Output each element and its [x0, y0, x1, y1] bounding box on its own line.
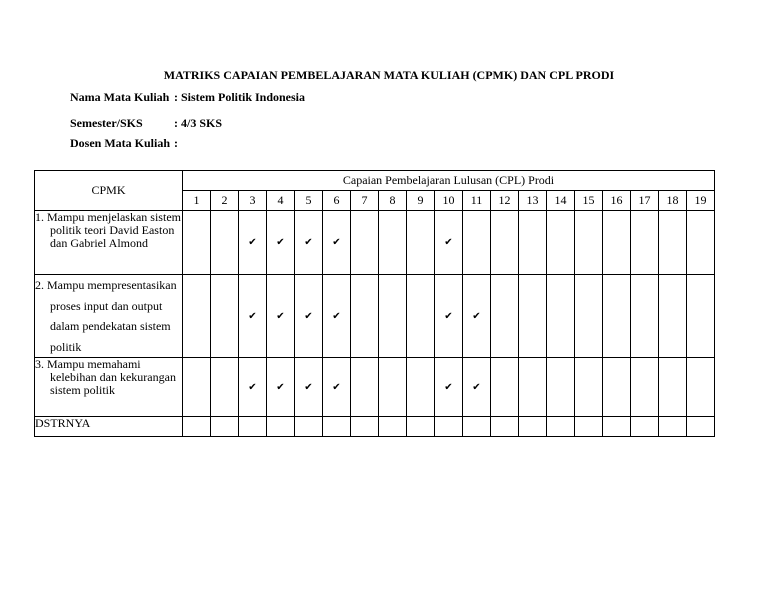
field-semester-value: : 4/3 SKS: [174, 116, 223, 130]
footer-label: DSTRNYA: [35, 417, 183, 437]
matrix-cell: [631, 211, 659, 275]
field-course-name-value: : Sistem Politik Indonesia: [174, 90, 306, 104]
matrix-cell: [575, 417, 603, 437]
matrix-cell: [519, 358, 547, 417]
matrix-cell: [603, 275, 631, 358]
matrix-cell: [519, 275, 547, 358]
matrix-cell: [323, 417, 351, 437]
cpmk-text: 1. Mampu menjelaskan sistem politik teori David Easton dan Gabriel Almond: [35, 210, 181, 250]
cpmk-column-header: CPMK: [35, 171, 183, 211]
matrix-cell: [407, 275, 435, 358]
table-row: [35, 275, 715, 358]
matrix-cell: [183, 211, 211, 275]
cpl-number-18: 18: [659, 191, 687, 211]
matrix-cell: [631, 275, 659, 358]
matrix-cell: [407, 211, 435, 275]
matrix-cell: [687, 275, 715, 358]
matrix-cell: [659, 417, 687, 437]
check-mark-icon: ✔: [267, 358, 295, 417]
matrix-cell: [463, 417, 491, 437]
cpmk-cell: [35, 358, 183, 417]
check-mark-icon: ✔: [295, 358, 323, 417]
cpl-number-7: 7: [351, 191, 379, 211]
field-course-name-label: Nama Mata Kuliah: [70, 90, 170, 104]
matrix-cell: [491, 417, 519, 437]
matrix-cell: [659, 275, 687, 358]
matrix-cell: [211, 275, 239, 358]
matrix-cell: [435, 417, 463, 437]
matrix-cell: [603, 211, 631, 275]
matrix-cell: [463, 211, 491, 275]
matrix-cell: [687, 211, 715, 275]
matrix-cell: [491, 358, 519, 417]
field-lecturer-value: :: [174, 136, 178, 150]
check-mark-icon: ✔: [463, 358, 491, 417]
matrix-cell: [183, 417, 211, 437]
cpl-number-4: 4: [267, 191, 295, 211]
matrix-cell: [407, 417, 435, 437]
cpl-number-12: 12: [491, 191, 519, 211]
matrix-cell: [351, 275, 379, 358]
table-row: [35, 358, 715, 417]
matrix-cell: [575, 275, 603, 358]
check-mark-icon: ✔: [435, 275, 463, 358]
field-lecturer-label: Dosen Mata Kuliah: [70, 136, 171, 150]
check-mark-icon: ✔: [323, 358, 351, 417]
matrix-cell: [603, 358, 631, 417]
matrix-cell: [379, 417, 407, 437]
matrix-cell: [211, 211, 239, 275]
cpl-number-19: 19: [687, 191, 715, 211]
matrix-cell: [491, 211, 519, 275]
cpl-group-header: Capaian Pembelajaran Lulusan (CPL) Prodi: [183, 171, 715, 191]
check-mark-icon: ✔: [239, 211, 267, 275]
cpl-number-5: 5: [295, 191, 323, 211]
matrix-cell: [379, 358, 407, 417]
cpmk-text: 2. Mampu mempresentasikan proses input dan output dalam pendekatan sistem politik: [35, 278, 177, 354]
check-mark-icon: ✔: [267, 211, 295, 275]
check-mark-icon: ✔: [463, 275, 491, 358]
cpmk-cell: [35, 211, 183, 275]
matrix-cell: [379, 275, 407, 358]
matrix-cell: [211, 358, 239, 417]
matrix-cell: [575, 358, 603, 417]
field-semester-label: Semester/SKS: [70, 116, 143, 130]
check-mark-icon: ✔: [435, 211, 463, 275]
cpmk-cpl-matrix: [34, 170, 715, 437]
cpmk-text: 3. Mampu memahami kelebihan dan kekurangan sistem politik: [35, 357, 176, 397]
matrix-cell: [631, 417, 659, 437]
check-mark-icon: ✔: [323, 211, 351, 275]
cpl-number-9: 9: [407, 191, 435, 211]
cpmk-cell: [35, 275, 183, 358]
table-row: [35, 211, 715, 275]
cpl-number-8: 8: [379, 191, 407, 211]
check-mark-icon: ✔: [323, 275, 351, 358]
matrix-cell: [659, 211, 687, 275]
cpl-number-1: 1: [183, 191, 211, 211]
matrix-cell: [239, 417, 267, 437]
matrix-cell: [183, 275, 211, 358]
check-mark-icon: ✔: [295, 275, 323, 358]
check-mark-icon: ✔: [435, 358, 463, 417]
matrix-cell: [547, 211, 575, 275]
matrix-cell: [547, 417, 575, 437]
check-mark-icon: ✔: [239, 358, 267, 417]
document-title: MATRIKS CAPAIAN PEMBELAJARAN MATA KULIAH (CPMK) DAN CPL PRODI: [163, 68, 615, 82]
cpl-number-16: 16: [603, 191, 631, 211]
matrix-cell: [295, 417, 323, 437]
matrix-cell: [603, 417, 631, 437]
cpl-number-14: 14: [547, 191, 575, 211]
matrix-cell: [547, 358, 575, 417]
matrix-cell: [267, 417, 295, 437]
table-row: [35, 417, 715, 437]
matrix-body: [35, 211, 715, 437]
cpl-number-11: 11: [463, 191, 491, 211]
matrix-cell: [575, 211, 603, 275]
matrix-cell: [379, 211, 407, 275]
check-mark-icon: ✔: [295, 211, 323, 275]
matrix-cell: [547, 275, 575, 358]
matrix-cell: [631, 358, 659, 417]
cpl-number-13: 13: [519, 191, 547, 211]
matrix-cell: [659, 358, 687, 417]
matrix-cell: [519, 211, 547, 275]
matrix-cell: [519, 417, 547, 437]
cpl-number-2: 2: [211, 191, 239, 211]
matrix-cell: [351, 417, 379, 437]
cpl-number-15: 15: [575, 191, 603, 211]
cpl-number-17: 17: [631, 191, 659, 211]
check-mark-icon: ✔: [239, 275, 267, 358]
cpl-number-3: 3: [239, 191, 267, 211]
check-mark-icon: ✔: [267, 275, 295, 358]
matrix-cell: [687, 417, 715, 437]
matrix-cell: [407, 358, 435, 417]
matrix-cell: [491, 275, 519, 358]
matrix-cell: [351, 211, 379, 275]
cpl-number-6: 6: [323, 191, 351, 211]
matrix-cell: [211, 417, 239, 437]
matrix-cell: [183, 358, 211, 417]
matrix-cell: [687, 358, 715, 417]
cpl-number-10: 10: [435, 191, 463, 211]
matrix-cell: [351, 358, 379, 417]
